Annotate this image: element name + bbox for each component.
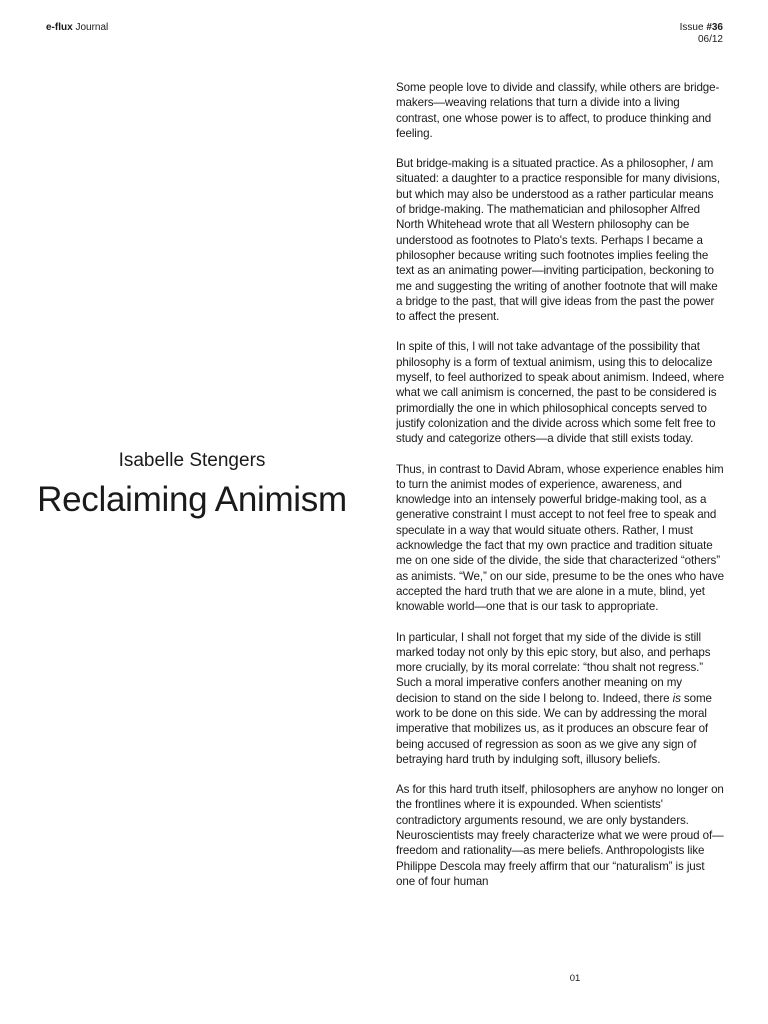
issue-number: #36 [706,22,723,33]
body-paragraph [396,156,725,324]
body-paragraph: Some people love to divide and classify, while others are bridge-makers—weaving relations that turn a divide into a living contrast, one whose power is to affect, to produce thinking and feeling. [396,81,720,140]
emphasis-text: I [690,157,695,171]
article-body [396,80,725,960]
text-run: am situated: a daughter to a practice responsible for many divisions, but which may also be understood as a rather particular means of bridge-making. The mathematician and philosopher Alfred North Whitehead wrote that all Western philosophy can be understood as footnotes to Plato's texts. Perhaps I became a philosopher because writing such footnotes implies feeling the text as an animating power—inviting participation, beckoning to me and suggesting the writing of another footnote that will make a bridge to the past, that will give ideas from the past the power to affect the present. [396,157,721,324]
body-paragraph: In spite of this, I will not take advantage of the possibility that philosophy is a form of textual animism, using this to delocalize myself, to feel authorized to speak about animism. Indeed, where what we call animism is concerned, the past to be considered is primordially the one in which philosophical concepts served to justify colonization and the divide across which some felt free to study and categorize others—a divide that still exists today. [396,340,725,446]
body-paragraph [396,630,725,768]
publication-name: Journal [75,22,109,33]
page-number: 01 [569,973,581,984]
text-run: But bridge-making is a situated practice. As a philosopher, [396,157,691,171]
issue-line [680,22,723,34]
brand-name: e-flux [46,22,73,33]
article-author: Isabelle Stengers [118,450,266,471]
issue-info [680,22,723,46]
emphasis-text: is [672,691,681,705]
body-paragraph: As for this hard truth itself, philosophers are anyhow no longer on the frontlines where it is expounded. When scientists' contradictory arguments resound, we are only bystanders. Neuroscientists may freely characterize what we were proud of—freedom and rationality—as mere beliefs. Anthropologists like Philippe Descola may freely affirm that our “naturalism” is just one of four human [396,783,724,888]
issue-date: 06/12 [697,34,723,45]
journal-masthead [46,22,108,34]
issue-label: Issue [679,22,704,33]
article-title: Reclaiming Animism [37,480,347,519]
text-run: some work to be done on this side. We can by addressing the moral imperative that mobilizes us, as it produces an obscure fear of being accused of regression as soon as we give any sign of betraying hard truth by indulging soft, illusory beliefs. [396,691,712,766]
text-run: In particular, I shall not forget that my side of the divide is still marked today not only by this epic story, but also, and perhaps more crucially, by its moral correlate: “thou shalt not regress.” Such a moral imperative confers another meaning on my decision to stand on the side I belong to. Indeed, there [396,630,711,705]
body-paragraph: Thus, in contrast to David Abram, whose experience enables him to turn the animist modes of experience, awareness, and knowledge into an intensely powerful bridge-making tool, as a generative constraint I must accept to not feel free to speak and speculate in a way that would situate others. Rather, I must acknowledge the fact that my own practice and tradition situate me on one side of the divide, the side that characterized “others” as animists. “We,” on our side, presume to be the ones who have accepted the hard truth that we are alone in a mute, blind, yet knowable world—one that is our task to appropriate. [396,462,724,614]
